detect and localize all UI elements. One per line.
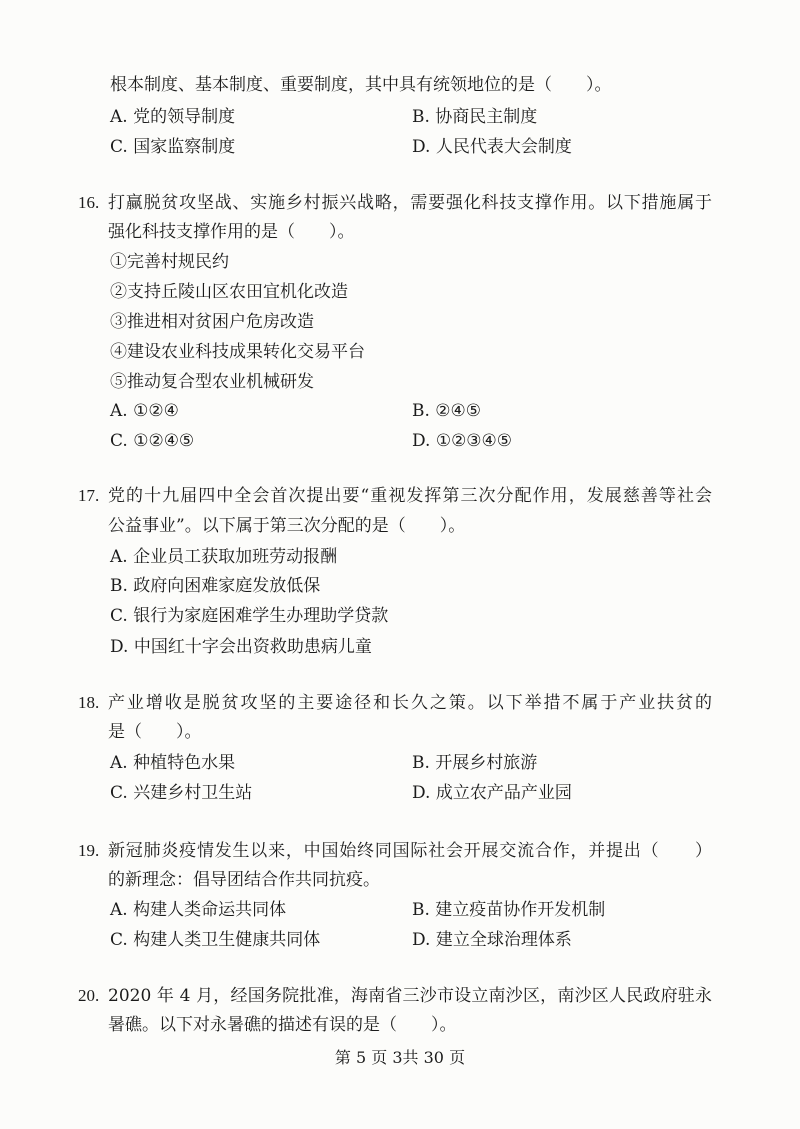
question-number: 18. [78,693,100,712]
option-d: D. 人民代表大会制度 [412,137,572,157]
question-number: 19. [78,841,100,860]
statement-item: ⑤推动复合型农业机械研发 [110,372,314,392]
option-c: C. 构建人类卫生健康共同体 [110,930,321,950]
option-b: B. ②④⑤ [412,401,482,421]
page-footer: 第 5 页 3共 30 页 [334,1048,466,1067]
question-stem-line: 公益事业”。以下属于第三次分配的是（ ）。 [108,516,466,536]
option-a: A. 企业员工获取加班劳动报酬 [110,547,338,567]
question-stem-line: 新冠肺炎疫情发生以来，中国始终同国际社会开展交流合作，并提出（ ） [108,841,712,861]
statement-item: ③推进相对贫困户危房改造 [110,312,314,332]
question-stem-line: 党的十九届四中全会首次提出要“重视发挥第三次分配作用，发展慈善等社会 [108,486,712,506]
option-c: C. 国家监察制度 [110,137,236,157]
question-stem-line: 的新理念：倡导团结合作共同抗疫。 [108,870,380,890]
option-a: A. 党的领导制度 [110,107,236,127]
question-stem-line: 是（ ）。 [108,722,202,742]
option-a: A. 种植特色水果 [110,753,236,773]
option-b: B. 政府向困难家庭发放低保 [110,576,321,596]
question-number: 16. [78,193,100,212]
option-b: B. 协商民主制度 [412,107,538,127]
statement-item: ④建设农业科技成果转化交易平台 [110,342,365,362]
question-stem-line: 强化科技支撑作用的是（ ）。 [108,222,355,242]
question-number: 17. [78,486,100,505]
question-stem-line: 打赢脱贫攻坚战、实施乡村振兴战略，需要强化科技支撑作用。以下措施属于 [108,193,712,213]
option-d: D. ①②③④⑤ [412,431,513,451]
option-c: C. 兴建乡村卫生站 [110,783,253,803]
option-d: D. 成立农产品产业园 [412,783,572,803]
option-c: C. ①②④⑤ [110,431,195,451]
question-stem-line: 2020 年 4 月，经国务院批准，海南省三沙市设立南沙区，南沙区人民政府驻永 [108,986,712,1006]
option-d: D. 中国红十字会出资救助患病儿童 [110,637,372,657]
question-stem-line: 暑礁。以下对永暑礁的描述有误的是（ ）。 [108,1015,457,1035]
statement-item: ①完善村规民约 [110,252,229,272]
question-stem-line: 产业增收是脱贫攻坚的主要途径和长久之策。以下举措不属于产业扶贫的 [108,693,712,713]
statement-item: ②支持丘陵山区农田宜机化改造 [110,282,348,302]
option-a: A. ①②④ [110,401,179,421]
option-d: D. 建立全球治理体系 [412,930,572,950]
question-number: 20. [78,986,100,1005]
option-c: C. 银行为家庭困难学生办理助学贷款 [110,606,389,626]
option-a: A. 构建人类命运共同体 [110,900,287,920]
option-b: B. 开展乡村旅游 [412,753,538,773]
continued-question-stem: 根本制度、基本制度、重要制度，其中具有统领地位的是（ ）。 [110,75,612,95]
option-b: B. 建立疫苗协作开发机制 [412,900,606,920]
